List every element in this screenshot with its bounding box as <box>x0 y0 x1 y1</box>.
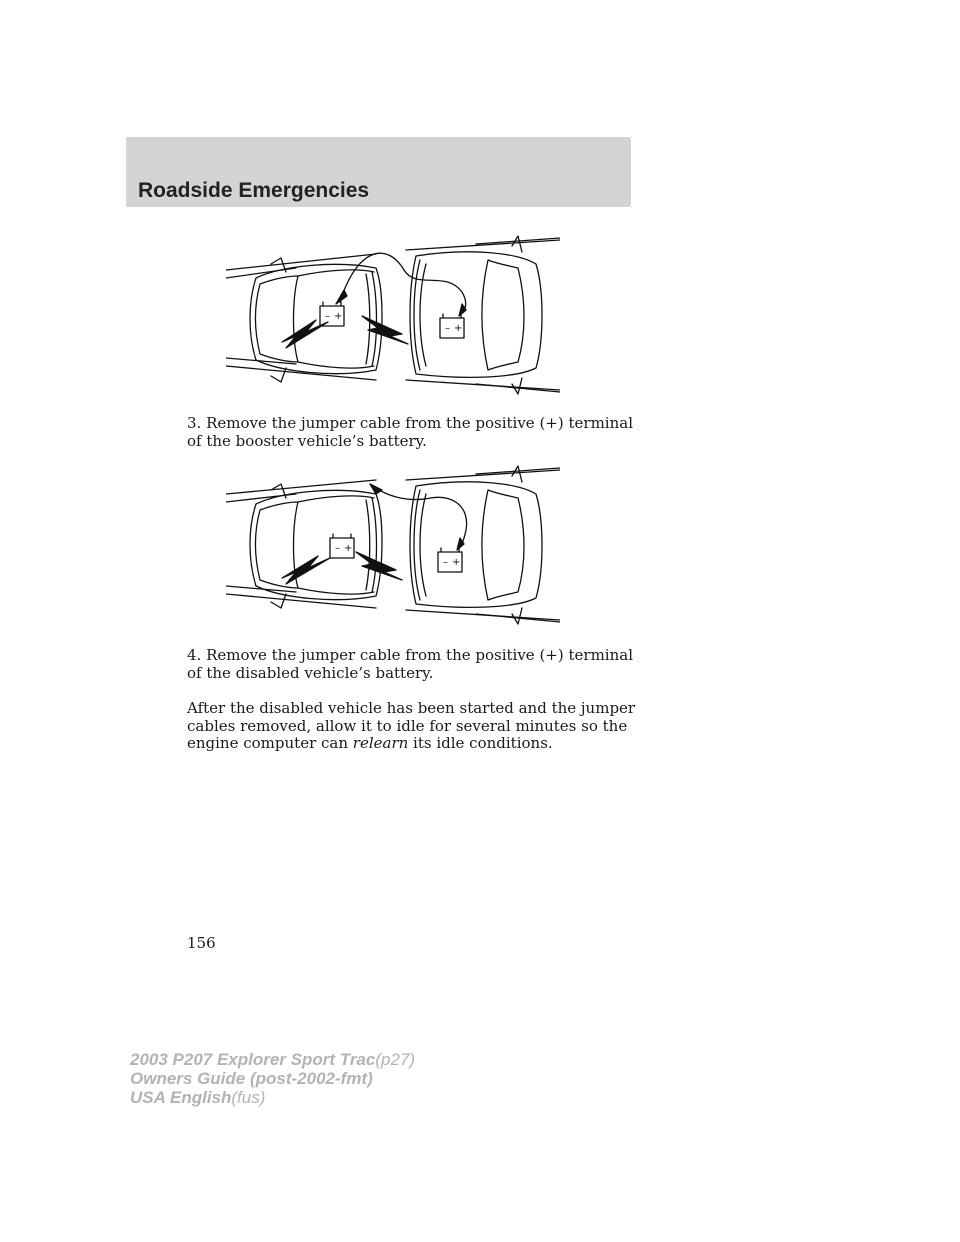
page-number: 156 <box>187 934 216 952</box>
step-4-text: 4. Remove the jumper cable from the positive (+) terminal of the disabled vehicle’s battery. <box>187 646 633 682</box>
footer-model: 2003 P207 Explorer Sport Trac <box>130 1050 376 1069</box>
battery-positive-label: + <box>452 557 461 568</box>
footer-line-1 <box>130 1050 415 1069</box>
relearn-emphasis: relearn <box>352 734 409 752</box>
section-header-band <box>126 137 631 207</box>
footer-language-code: (fus) <box>231 1088 266 1107</box>
battery-negative-label: – <box>443 557 448 568</box>
battery-positive-label: + <box>334 311 343 322</box>
jump-start-illustration-step3 <box>226 230 560 395</box>
after-start-text-post: its idle conditions. <box>408 734 553 752</box>
lightning-left-icon <box>282 556 330 584</box>
step-3-text: 3. Remove the jumper cable from the positive (+) terminal of the booster vehicle’s battery. <box>187 414 633 450</box>
section-title: Roadside Emergencies <box>138 179 370 202</box>
disabled-vehicle-drawing <box>226 480 402 608</box>
footer-model-code: (p27) <box>375 1050 416 1069</box>
cable-clamp-loose <box>370 484 382 494</box>
jumper-cable <box>340 253 466 314</box>
lightning-right-icon <box>356 552 402 580</box>
jump-start-illustration-step4 <box>226 460 560 625</box>
footer-line-3 <box>130 1088 415 1107</box>
battery-positive-label: + <box>454 323 463 334</box>
battery-negative-label: – <box>445 323 450 334</box>
battery-negative-label: – <box>325 311 330 322</box>
battery-positive-label: + <box>344 543 353 554</box>
booster-vehicle-drawing <box>406 236 560 394</box>
after-start-text <box>187 700 637 753</box>
footer-language: USA English <box>130 1088 232 1107</box>
battery-negative-label: – <box>335 543 340 554</box>
footer-line-2: Owners Guide (post-2002-fmt) <box>130 1069 373 1088</box>
lightning-left-icon <box>282 320 328 348</box>
document-footer <box>130 1050 415 1107</box>
booster-vehicle-drawing <box>406 466 560 624</box>
disabled-vehicle-drawing <box>226 254 408 382</box>
after-start-text-pre: After the disabled vehicle has been started and the jumper cables removed, allow it to idle for several minutes so the engine computer can <box>187 699 636 752</box>
